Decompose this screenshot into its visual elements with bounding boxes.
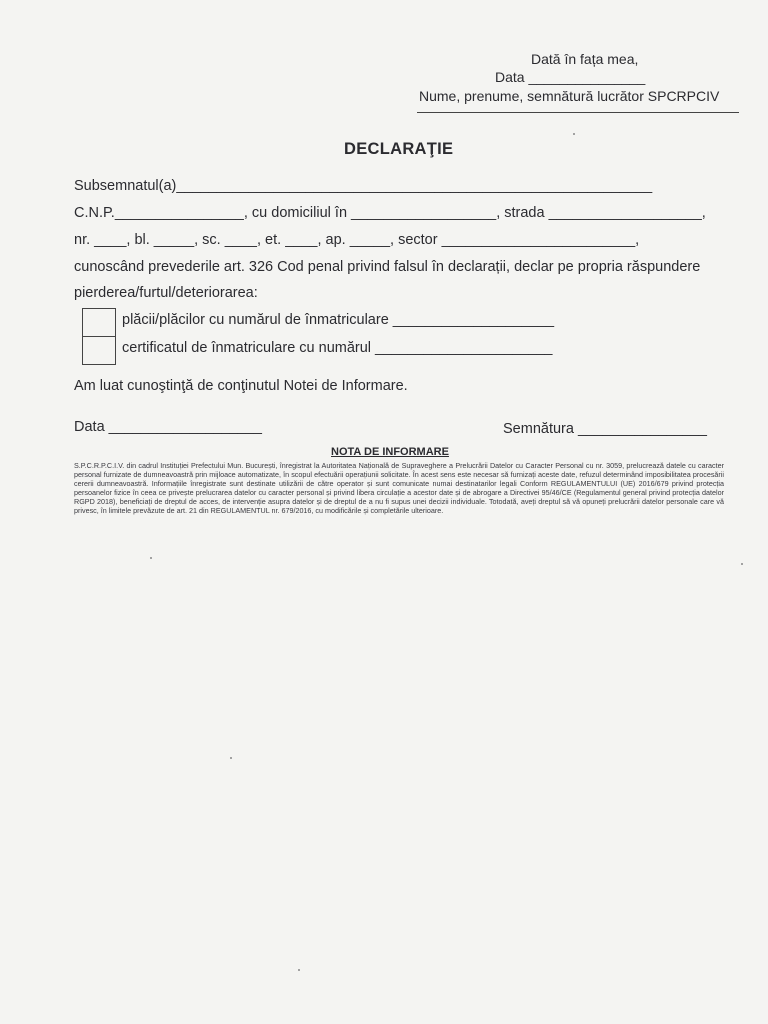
- header-line-1: Dată în fața mea,: [531, 51, 639, 67]
- document-title: DECLARAŢIE: [344, 140, 454, 158]
- acknowledgement-line: Am luat cunoştinţă de conţinutul Notei de Informare.: [74, 378, 408, 394]
- scan-speck: [230, 757, 232, 759]
- clerk-signature-line: [417, 112, 739, 113]
- date-field: Data ___________________: [74, 419, 262, 435]
- scan-speck: [150, 557, 152, 559]
- plates-checkbox[interactable]: [82, 308, 116, 337]
- cnp-line: C.N.P.________________, cu domiciliul în __________________, strada ___________________,: [74, 205, 706, 221]
- scan-speck: [298, 969, 300, 971]
- certificate-checkbox[interactable]: [82, 336, 116, 365]
- signature-field: Semnătura ________________: [503, 421, 707, 437]
- certificate-option-label: certificatul de înmatriculare cu numărul ______________________: [122, 340, 553, 356]
- scan-speck: [573, 133, 575, 135]
- scan-speck: [741, 563, 743, 565]
- header-date: Data _______________: [495, 69, 646, 85]
- header-clerk-name: Nume, prenume, semnătură lucrător SPCRPCIV: [419, 88, 720, 104]
- note-title: NOTA DE INFORMARE: [331, 446, 449, 458]
- plates-option-label: plăcii/plăcilor cu numărul de înmatriculare ____________________: [122, 312, 555, 328]
- subsemnatul-line: Subsemnatul(a)___________________________________________________________: [74, 178, 653, 194]
- loss-type-line: pierderea/furtul/deteriorarea:: [74, 285, 258, 301]
- note-body: S.P.C.R.P.C.I.V. din cadrul Instituției Prefectului Mun. București, înregistrat la Autoritatea Națională de Supraveghere a Prelucrării Datelor cu Caracter Personal cu nr. 3059, prelucrează datele cu caracter personal furnizate de dumneavoastră prin mijloace automatizate, în scopul efectuării operațiunii solicitate. În acest sens este necesar să furnizați aceste date, refuzul determinând imposibilitatea procesării cererii dumneavoastră. Informațiile înregistrate sunt destinate utilizării de către operator și sunt comunicate numai destinatarilor legali Conform REGULAMENTULUI (UE) 2016/679 privind protecția persoanelor fizice în ceea ce privește prelucrarea datelor cu caracter personal și privind libera circulație a acestor date și de abrogare a Directivei 95/46/CE (Regulamentul general privind protecția datelor RGPD 2018), beneficiați de dreptul de acces, de intervenție asupra datelor și de dreptul de a nu fi supus unei decizii individuale. Totodată, aveți dreptul să vă opuneți prelucrării datelor personale care vă privesc, în limitele prevăzute de art. 21 din REGULAMENTUL nr. 679/2016, cu modificările și completările ulterioare.: [74, 461, 724, 515]
- declaration-line: cunoscând prevederile art. 326 Cod penal privind falsul în declarații, declar pe propria răspundere: [74, 259, 701, 275]
- address-line: nr. ____, bl. _____, sc. ____, et. ____, ap. _____, sector ________________________,: [74, 232, 640, 248]
